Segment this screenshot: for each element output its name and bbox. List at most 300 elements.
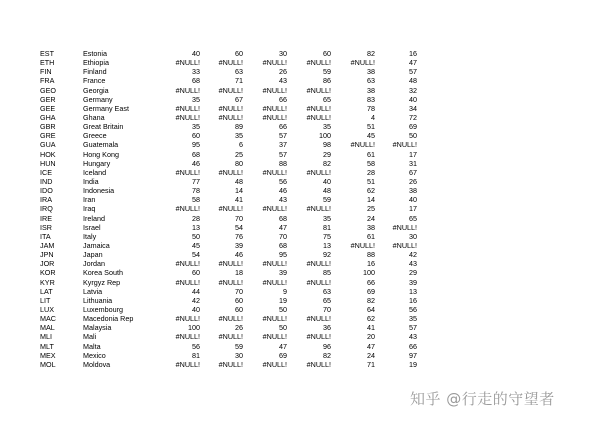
table-row [0, 131, 600, 140]
value-cell: 44 [192, 286, 200, 296]
country-code-cell: JOR [40, 259, 55, 269]
value-cell: #NULL! [175, 277, 200, 287]
value-cell: 39 [235, 240, 243, 250]
table-row [0, 214, 600, 223]
country-code-cell: HOK [40, 149, 56, 159]
table-row [0, 86, 600, 95]
country-name-cell: Moldova [83, 359, 111, 369]
value-cell: #NULL! [392, 222, 417, 232]
value-cell: 57 [279, 149, 287, 159]
country-name-cell: Germany [83, 94, 113, 104]
country-name-cell: Italy [83, 231, 97, 241]
value-cell: 6 [239, 140, 243, 150]
value-cell: 26 [409, 176, 417, 186]
value-cell: #NULL! [262, 314, 287, 324]
country-name-cell: Jordan [83, 259, 105, 269]
country-name-cell: Ethiopia [83, 58, 109, 68]
value-cell: #NULL! [306, 259, 331, 269]
value-cell: 37 [279, 140, 287, 150]
table-row [0, 204, 600, 213]
value-cell: 43 [279, 76, 287, 86]
value-cell: #NULL! [306, 277, 331, 287]
value-cell: 68 [192, 76, 200, 86]
value-cell: 48 [409, 76, 417, 86]
value-cell: 29 [409, 268, 417, 278]
value-cell: 14 [367, 195, 375, 205]
country-name-cell: Mali [83, 332, 97, 342]
value-cell: 63 [235, 67, 243, 77]
table-row [0, 168, 600, 177]
value-cell: 41 [367, 323, 375, 333]
value-cell: 61 [367, 149, 375, 159]
value-cell: 43 [279, 195, 287, 205]
value-cell: #NULL! [306, 359, 331, 369]
value-cell: 68 [279, 213, 287, 223]
country-name-cell: Hungary [83, 158, 111, 168]
value-cell: 66 [409, 341, 417, 351]
value-cell: 68 [279, 240, 287, 250]
value-cell: #NULL! [175, 103, 200, 113]
value-cell: 50 [279, 323, 287, 333]
country-name-cell: Macedonia Rep [83, 314, 134, 324]
value-cell: #NULL! [262, 359, 287, 369]
value-cell: 35 [192, 122, 200, 132]
table-row [0, 268, 600, 277]
value-cell: #NULL! [306, 204, 331, 214]
value-cell: #NULL! [175, 332, 200, 342]
value-cell: #NULL! [175, 359, 200, 369]
country-code-cell: FIN [40, 67, 52, 77]
value-cell: 19 [279, 295, 287, 305]
value-cell: 35 [409, 314, 417, 324]
value-cell: 66 [279, 94, 287, 104]
value-cell: 57 [409, 323, 417, 333]
value-cell: 30 [235, 350, 243, 360]
value-cell: #NULL! [262, 277, 287, 287]
table-row [0, 58, 600, 67]
value-cell: 24 [367, 213, 375, 223]
value-cell: 67 [235, 94, 243, 104]
country-code-cell: KYR [40, 277, 55, 287]
value-cell: 83 [367, 94, 375, 104]
value-cell: 39 [409, 277, 417, 287]
value-cell: 58 [367, 158, 375, 168]
value-cell: #NULL! [350, 140, 375, 150]
country-code-cell: GEE [40, 103, 56, 113]
value-cell: 70 [323, 304, 331, 314]
country-code-cell: IRE [40, 213, 52, 223]
value-cell: #NULL! [306, 314, 331, 324]
value-cell: 100 [363, 268, 375, 278]
country-code-cell: GUA [40, 140, 56, 150]
value-cell: #NULL! [218, 259, 243, 269]
value-cell: #NULL! [218, 85, 243, 95]
value-cell: 67 [409, 167, 417, 177]
table-row [0, 113, 600, 122]
value-cell: 30 [409, 231, 417, 241]
table-row [0, 278, 600, 287]
value-cell: 31 [409, 158, 417, 168]
country-name-cell: Greece [83, 131, 107, 141]
value-cell: 18 [235, 268, 243, 278]
country-code-cell: GEO [40, 85, 56, 95]
country-code-cell: GHA [40, 112, 56, 122]
table-row [0, 296, 600, 305]
value-cell: 39 [279, 268, 287, 278]
value-cell: #NULL! [262, 259, 287, 269]
value-cell: 54 [235, 222, 243, 232]
value-cell: 63 [323, 286, 331, 296]
country-name-cell: Malaysia [83, 323, 112, 333]
country-code-cell: JAM [40, 240, 55, 250]
value-cell: #NULL! [218, 314, 243, 324]
value-cell: 43 [409, 332, 417, 342]
value-cell: #NULL! [262, 112, 287, 122]
value-cell: #NULL! [262, 167, 287, 177]
country-code-cell: IRA [40, 195, 52, 205]
value-cell: #NULL! [262, 332, 287, 342]
value-cell: 65 [323, 295, 331, 305]
value-cell: 92 [323, 250, 331, 260]
value-cell: 89 [235, 122, 243, 132]
country-name-cell: Georgia [83, 85, 109, 95]
value-cell: 46 [279, 186, 287, 196]
value-cell: 25 [235, 149, 243, 159]
table-row [0, 232, 600, 241]
watermark-text: 知乎 @行走的守望者 [410, 390, 555, 408]
table-row [0, 186, 600, 195]
country-name-cell: Korea South [83, 268, 123, 278]
value-cell: 41 [235, 195, 243, 205]
value-cell: 59 [323, 195, 331, 205]
value-cell: 40 [409, 94, 417, 104]
value-cell: 51 [367, 122, 375, 132]
country-code-cell: ETH [40, 58, 55, 68]
value-cell: 95 [192, 140, 200, 150]
value-cell: 56 [192, 341, 200, 351]
table-row [0, 314, 600, 323]
value-cell: 51 [367, 176, 375, 186]
value-cell: 19 [409, 359, 417, 369]
country-name-cell: Germany East [83, 103, 129, 113]
value-cell: #NULL! [350, 240, 375, 250]
value-cell: 38 [367, 67, 375, 77]
value-cell: 82 [323, 350, 331, 360]
value-cell: #NULL! [392, 140, 417, 150]
value-cell: 82 [367, 295, 375, 305]
value-cell: 30 [279, 49, 287, 58]
value-cell: #NULL! [218, 58, 243, 68]
country-name-cell: Japan [83, 250, 103, 260]
table-row [0, 67, 600, 76]
value-cell: #NULL! [175, 314, 200, 324]
value-cell: 9 [283, 286, 287, 296]
value-cell: 45 [367, 131, 375, 141]
value-cell: 40 [192, 304, 200, 314]
value-cell: 56 [409, 304, 417, 314]
country-name-cell: Ireland [83, 213, 105, 223]
value-cell: 98 [323, 140, 331, 150]
value-cell: 85 [323, 268, 331, 278]
value-cell: #NULL! [262, 204, 287, 214]
value-cell: 38 [367, 222, 375, 232]
country-code-cell: IND [40, 176, 53, 186]
table-row [0, 140, 600, 149]
value-cell: 32 [409, 85, 417, 95]
value-cell: 45 [192, 240, 200, 250]
table-row [0, 351, 600, 360]
value-cell: 35 [323, 213, 331, 223]
country-code-cell: MEX [40, 350, 56, 360]
value-cell: 60 [192, 268, 200, 278]
country-name-cell: Finland [83, 67, 107, 77]
value-cell: 88 [367, 250, 375, 260]
country-name-cell: Israel [83, 222, 101, 232]
value-cell: #NULL! [175, 85, 200, 95]
table-row [0, 250, 600, 259]
value-cell: 70 [235, 286, 243, 296]
value-cell: 34 [409, 103, 417, 113]
value-cell: #NULL! [306, 103, 331, 113]
value-cell: 69 [279, 350, 287, 360]
value-cell: 42 [192, 295, 200, 305]
value-cell: 62 [367, 186, 375, 196]
value-cell: #NULL! [218, 103, 243, 113]
value-cell: 29 [323, 149, 331, 159]
country-name-cell: India [83, 176, 99, 186]
value-cell: 70 [235, 213, 243, 223]
value-cell: 62 [367, 314, 375, 324]
value-cell: #NULL! [306, 85, 331, 95]
value-cell: 17 [409, 149, 417, 159]
value-cell: 86 [323, 76, 331, 86]
table-row [0, 342, 600, 351]
value-cell: 69 [367, 286, 375, 296]
value-cell: 78 [367, 103, 375, 113]
value-cell: 57 [409, 67, 417, 77]
country-name-cell: Guatemala [83, 140, 119, 150]
value-cell: 46 [235, 250, 243, 260]
value-cell: #NULL! [306, 112, 331, 122]
value-cell: 75 [323, 231, 331, 241]
country-code-cell: LAT [40, 286, 53, 296]
value-cell: #NULL! [218, 167, 243, 177]
value-cell: 13 [192, 222, 200, 232]
country-code-cell: ITA [40, 231, 51, 241]
value-cell: 4 [371, 112, 375, 122]
value-cell: 60 [235, 295, 243, 305]
table-row [0, 259, 600, 268]
value-cell: 43 [409, 259, 417, 269]
value-cell: 50 [409, 131, 417, 141]
value-cell: 100 [188, 323, 200, 333]
value-cell: #NULL! [175, 58, 200, 68]
country-name-cell: Malta [83, 341, 101, 351]
value-cell: 35 [192, 94, 200, 104]
value-cell: 78 [192, 186, 200, 196]
value-cell: 54 [192, 250, 200, 260]
value-cell: 60 [235, 304, 243, 314]
country-code-cell: MAL [40, 323, 55, 333]
value-cell: 82 [367, 49, 375, 58]
value-cell: 56 [279, 176, 287, 186]
country-name-cell: Hong Kong [83, 149, 119, 159]
value-cell: 20 [367, 332, 375, 342]
table-row [0, 323, 600, 332]
value-cell: 60 [192, 131, 200, 141]
country-code-cell: KOR [40, 268, 56, 278]
value-cell: 33 [192, 67, 200, 77]
value-cell: 47 [279, 222, 287, 232]
country-name-cell: Ghana [83, 112, 105, 122]
value-cell: 26 [279, 67, 287, 77]
table-row [0, 305, 600, 314]
country-name-cell: Iceland [83, 167, 107, 177]
value-cell: 38 [409, 186, 417, 196]
value-cell: 57 [279, 131, 287, 141]
country-code-cell: MAC [40, 314, 56, 324]
value-cell: #NULL! [306, 58, 331, 68]
value-cell: 16 [409, 49, 417, 58]
value-cell: 97 [409, 350, 417, 360]
value-cell: 65 [409, 213, 417, 223]
value-cell: 64 [367, 304, 375, 314]
data-table [0, 49, 600, 369]
value-cell: 50 [192, 231, 200, 241]
country-code-cell: IRQ [40, 204, 53, 214]
table-row [0, 122, 600, 131]
country-name-cell: Mexico [83, 350, 106, 360]
value-cell: 72 [409, 112, 417, 122]
value-cell: #NULL! [175, 112, 200, 122]
country-code-cell: LUX [40, 304, 54, 314]
value-cell: 28 [367, 167, 375, 177]
value-cell: 24 [367, 350, 375, 360]
country-name-cell: Indonesia [83, 186, 115, 196]
value-cell: #NULL! [218, 332, 243, 342]
value-cell: 47 [367, 341, 375, 351]
table-row [0, 104, 600, 113]
value-cell: 14 [235, 186, 243, 196]
table-row [0, 195, 600, 204]
value-cell: #NULL! [262, 58, 287, 68]
value-cell: 77 [192, 176, 200, 186]
value-cell: 80 [235, 158, 243, 168]
value-cell: #NULL! [392, 240, 417, 250]
value-cell: #NULL! [175, 204, 200, 214]
value-cell: 16 [409, 295, 417, 305]
value-cell: #NULL! [262, 85, 287, 95]
country-code-cell: LIT [40, 295, 51, 305]
country-code-cell: MOL [40, 359, 56, 369]
value-cell: 68 [192, 149, 200, 159]
value-cell: 71 [367, 359, 375, 369]
value-cell: 66 [279, 122, 287, 132]
value-cell: 35 [235, 131, 243, 141]
value-cell: 36 [323, 323, 331, 333]
value-cell: 47 [409, 58, 417, 68]
country-code-cell: GRE [40, 131, 56, 141]
country-code-cell: HUN [40, 158, 56, 168]
country-name-cell: Great Britain [83, 122, 124, 132]
value-cell: 59 [323, 67, 331, 77]
value-cell: 60 [323, 49, 331, 58]
table-row [0, 76, 600, 85]
table-row [0, 150, 600, 159]
value-cell: #NULL! [306, 332, 331, 342]
value-cell: 65 [323, 94, 331, 104]
country-name-cell: Estonia [83, 49, 107, 58]
value-cell: 96 [323, 341, 331, 351]
value-cell: 40 [409, 195, 417, 205]
value-cell: 38 [367, 85, 375, 95]
country-name-cell: Jamaica [83, 240, 110, 250]
value-cell: 88 [279, 158, 287, 168]
value-cell: 47 [279, 341, 287, 351]
country-code-cell: ISR [40, 222, 52, 232]
country-name-cell: Luxembourg [83, 304, 123, 314]
country-code-cell: FRA [40, 76, 55, 86]
value-cell: 81 [323, 222, 331, 232]
value-cell: 95 [279, 250, 287, 260]
value-cell: 60 [235, 49, 243, 58]
table-row [0, 177, 600, 186]
country-code-cell: GBR [40, 122, 56, 132]
value-cell: 46 [192, 158, 200, 168]
value-cell: #NULL! [218, 277, 243, 287]
country-name-cell: Iran [83, 195, 96, 205]
value-cell: 28 [192, 213, 200, 223]
country-code-cell: IDO [40, 186, 53, 196]
value-cell: 63 [367, 76, 375, 86]
value-cell: 48 [323, 186, 331, 196]
value-cell: #NULL! [306, 167, 331, 177]
value-cell: 70 [279, 231, 287, 241]
value-cell: 16 [367, 259, 375, 269]
country-code-cell: JPN [40, 250, 54, 260]
value-cell: #NULL! [350, 58, 375, 68]
value-cell: 81 [192, 350, 200, 360]
value-cell: 58 [192, 195, 200, 205]
value-cell: 48 [235, 176, 243, 186]
value-cell: 40 [192, 49, 200, 58]
country-name-cell: Iraq [83, 204, 96, 214]
table-row [0, 332, 600, 341]
country-name-cell: France [83, 76, 106, 86]
value-cell: 25 [367, 204, 375, 214]
value-cell: 69 [409, 122, 417, 132]
value-cell: 50 [279, 304, 287, 314]
value-cell: 13 [323, 240, 331, 250]
country-code-cell: MLI [40, 332, 52, 342]
value-cell: 35 [323, 122, 331, 132]
value-cell: #NULL! [218, 204, 243, 214]
table-row [0, 241, 600, 250]
table-row [0, 159, 600, 168]
value-cell: #NULL! [218, 112, 243, 122]
table-row [0, 360, 600, 369]
value-cell: #NULL! [175, 167, 200, 177]
value-cell: 66 [367, 277, 375, 287]
value-cell: 82 [323, 158, 331, 168]
value-cell: #NULL! [175, 259, 200, 269]
value-cell: 13 [409, 286, 417, 296]
country-name-cell: Lithuania [83, 295, 113, 305]
country-code-cell: EST [40, 49, 54, 58]
table-row [0, 95, 600, 104]
table-row [0, 287, 600, 296]
value-cell: 100 [319, 131, 331, 141]
